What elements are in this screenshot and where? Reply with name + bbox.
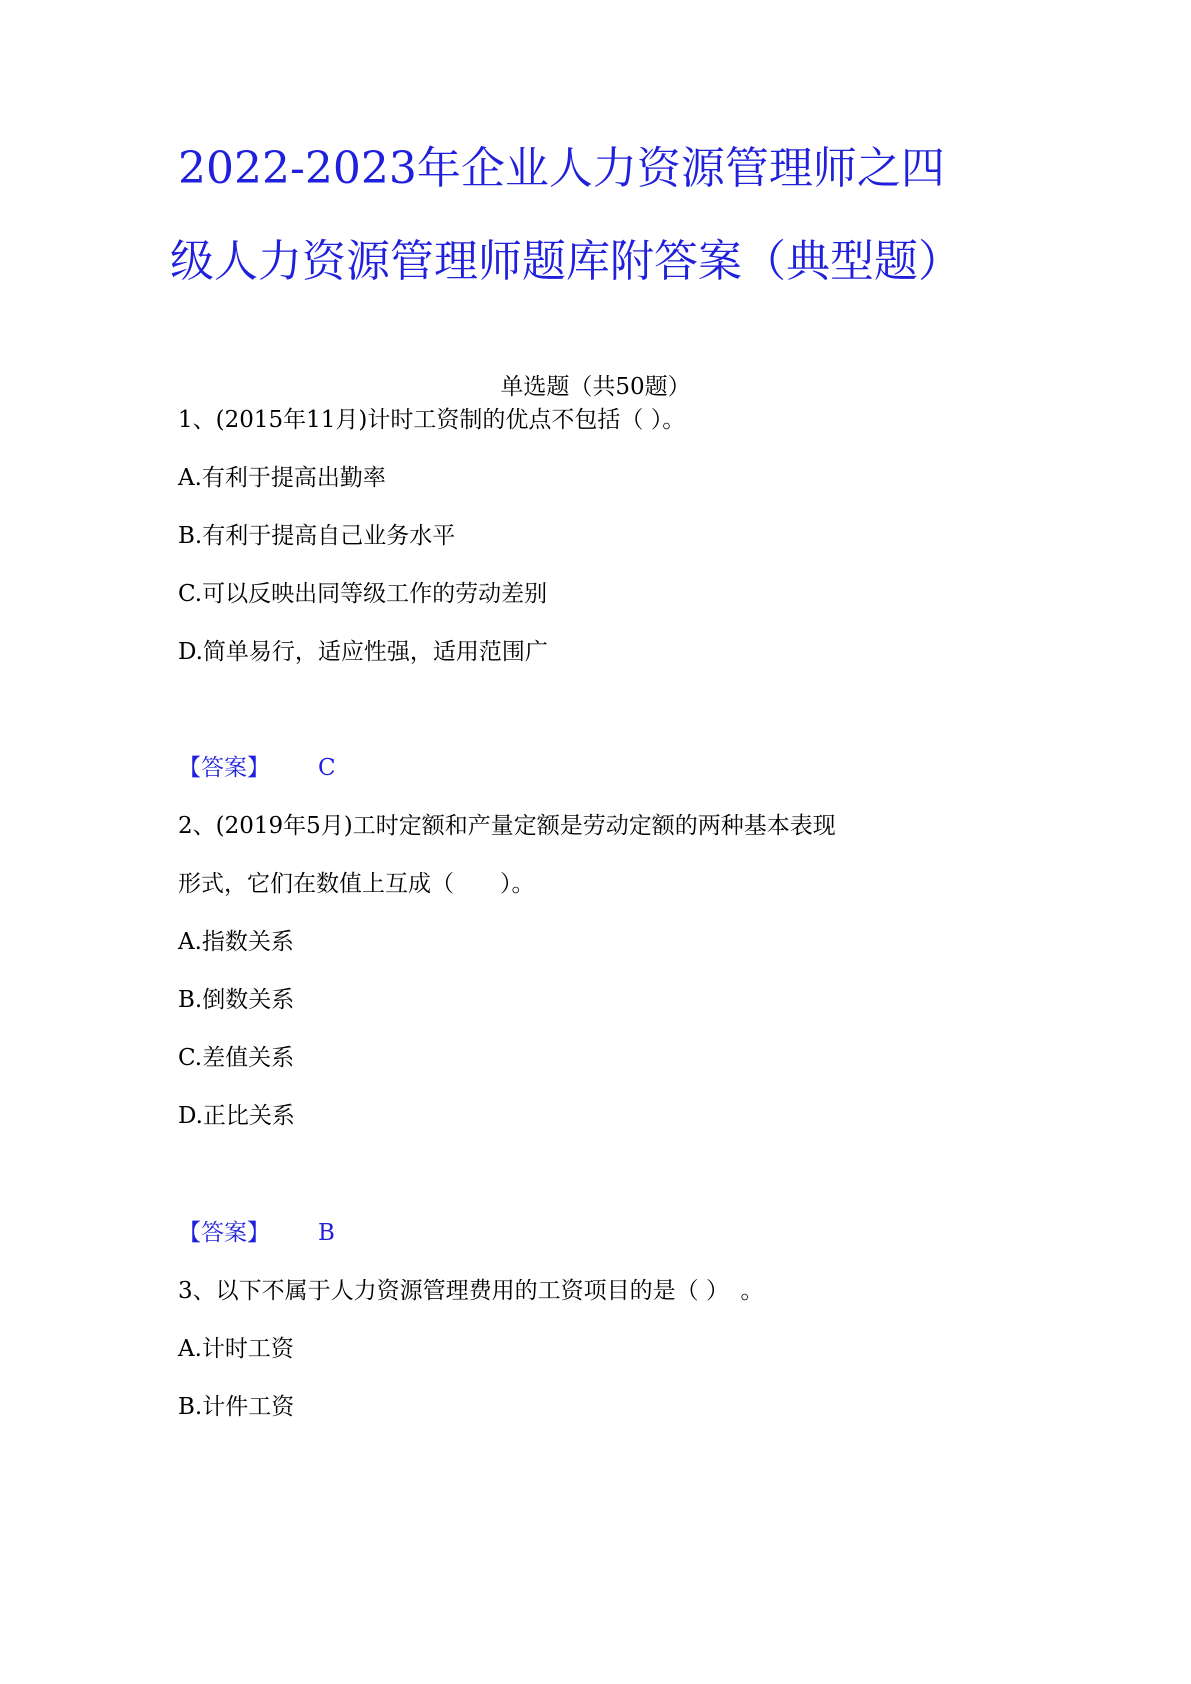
- section-heading: 单选题（共50题）: [500, 374, 691, 400]
- question-1-option-a: A.有利于提高出勤率: [178, 465, 386, 491]
- question-1-option-d: D.简单易行，适应性强，适用范围广: [178, 639, 548, 665]
- question-2-option-b: B.倒数关系: [178, 987, 295, 1013]
- document-title-line-1: 2022-2023年企业人力资源管理师之四: [178, 143, 945, 194]
- answer-value: B: [318, 1220, 335, 1246]
- question-2-answer: [178, 1218, 335, 1248]
- question-1-stem: 1、(2015年11月)计时工资制的优点不包括（ ）。: [178, 407, 686, 433]
- question-1-option-b: B.有利于提高自己业务水平: [178, 523, 456, 549]
- question-2-option-d: D.正比关系: [178, 1103, 295, 1129]
- answer-value: C: [318, 755, 336, 781]
- question-2-stem-line-1: 2、(2019年5月)工时定额和产量定额是劳动定额的两种基本表现: [178, 813, 836, 839]
- answer-label: 【答案】: [178, 1220, 270, 1246]
- question-2-stem-line-2: 形式，它们在数值上互成（ ）。: [178, 871, 535, 897]
- question-3-option-b: B.计件工资: [178, 1394, 295, 1420]
- question-1-option-c: C.可以反映出同等级工作的劳动差别: [178, 581, 548, 607]
- question-2-option-c: C.差值关系: [178, 1045, 295, 1071]
- question-1-answer: [178, 753, 336, 783]
- document-title-line-2: 级人力资源管理师题库附答案（典型题）: [170, 236, 962, 287]
- question-3-stem: 3、以下不属于人力资源管理费用的工资项目的是（ ） 。: [178, 1278, 764, 1304]
- question-3-option-a: A.计时工资: [178, 1336, 294, 1362]
- question-2-option-a: A.指数关系: [178, 929, 294, 955]
- answer-label: 【答案】: [178, 755, 270, 781]
